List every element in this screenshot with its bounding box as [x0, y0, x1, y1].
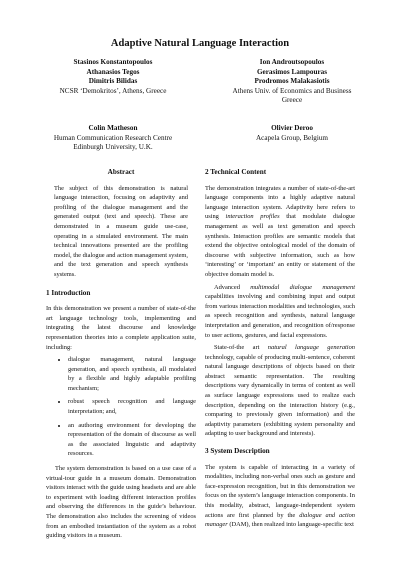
author-name: Ion Androutsopoulos: [259, 58, 325, 66]
section-heading-introduction: 1 Introduction: [46, 288, 91, 297]
right-column: [205, 168, 355, 533]
text-run: Advanced: [214, 283, 251, 291]
paper-title: Adaptive Natural Language Interaction: [110, 38, 290, 49]
author-name: Prodromos Malakasiotis: [254, 77, 330, 86]
text-run: technology, capable of producing multi-sentence, coherent natural language descriptions of objects based on their abstract semantic representation. The resulting descriptions vary dynamically in terms of content as well as surface language expressions used to realize each description, depending on the interaction history (e.g., comparing to previously given information) and the adaptivity parameters (exhibiting system personality and adapting to user background and interests).: [205, 353, 355, 438]
text-run: The demonstration integrates a number of state-of-the-art language components into a highly adaptive natural language interaction system. Adaptivity here refers to using: [205, 184, 355, 221]
emphasis-text: interaction profiles: [225, 213, 280, 221]
abstract-text: The subject of this demonstration is natural language interaction, focusing on adaptivity and profiling of the dialogue management and the generated output (text and speech). These are demonstrated in a museum guide use-case, operating in a simulated environment. The main technical innovations presented are the profiling model, the dialogue and action management system, and the text generation and speech synthesis systems.: [54, 184, 188, 278]
author-block-left-2: [28, 124, 198, 153]
list-item: • dialogue management, natural language generation, and speech synthesis, all modulated by a flexible and highly adaptable profiling mechanism;: [68, 355, 196, 393]
author-name: Colin Matheson: [88, 124, 138, 132]
author-name: Gerasimos Lampouras: [256, 67, 328, 76]
list-item: • robust speech recognition and language interpretation; and,: [68, 397, 196, 416]
text-run: that modulate dialogue management as well as text generation and speech synthesis. Interaction profiles are semantic models that extend the objective ontological model of the domain of discourse with subjective information, such as how ‘interesting’ or ‘important’ an entity or statement of the objective domain model is.: [205, 213, 356, 278]
intro-paragraph: In this demonstration we present a number of state-of-the art language technology tools, implementing and integrating the latest discourse and knowledge representation theories into a complete application suite, including:: [46, 305, 196, 351]
sysdesc-paragraph: [205, 463, 355, 530]
section-heading-technical-content: 2 Technical Content: [205, 168, 267, 176]
author-affiliation: Edinburgh University, U.K.: [73, 143, 153, 152]
left-column: [46, 168, 196, 544]
section-heading-system-description: 3 System Description: [205, 447, 270, 456]
author-affiliation: NCSR ‘Demokritos’, Athens, Greece: [59, 86, 167, 95]
author-name: Dimitris Bilidas: [88, 77, 138, 86]
author-name: Olivier Deroo: [271, 124, 313, 132]
author-name: Stasinos Konstantopoulos: [73, 58, 153, 66]
author-affiliation: Athens Univ. of Economics and Business: [232, 86, 352, 95]
text-run: (DAM), then realized into language-specific text: [227, 521, 354, 529]
author-affiliation: Acapela Group, Belgium: [255, 133, 329, 142]
author-name: Athanasios Tegos: [86, 67, 140, 76]
tech-paragraph-1: [205, 184, 355, 280]
emphasis-text: multimodal dialogue management: [250, 283, 355, 291]
emphasis-text: dialogue and action manager: [205, 511, 355, 529]
tech-paragraph-3: [205, 343, 355, 439]
author-affiliation: Human Communication Research Centre: [53, 133, 173, 142]
author-affiliation: Greece: [281, 96, 303, 105]
intro-paragraph-2: The system demonstration is based on a use case of a virtual-tour guide in a museum domain. Demonstration visitors interact with the guide using headsets and are able to experiment with loading different interaction profiles and observing the differences in the guide’s behaviour. The demonstration also includes the screening of videos from an embodied instantiation of the system as a robot guiding visitors in a museum.: [46, 465, 196, 540]
text-run: State-of-the art: [214, 344, 268, 352]
abstract-heading: Abstract: [107, 168, 135, 176]
list-item: • an authoring environment for developing the representation of the domain of discourse as well as the associated linguistic and adaptivity resources.: [68, 421, 196, 459]
emphasis-text: natural language generation: [267, 344, 355, 352]
author-block-right-2: [202, 124, 382, 143]
tech-paragraph-2: [205, 283, 355, 341]
text-run: capabilities involving and combining input and output from various interaction modalities and technologies, such as speech recognition and synthesis, natural language interpretation and generation, and recognition of/response to user actions, gestures, and facial expressions.: [205, 293, 355, 339]
feature-list: [46, 355, 196, 459]
author-block-left: [28, 58, 198, 96]
text-run: The system is capable of interacting in a variety of modalities, including non-verbal ones such as gesture and face-expression recognition, but in this demonstration we focus on the system’s language interaction components. In this modality, abstract, language-independent system actions are first planned by the: [205, 463, 355, 519]
author-block-right: [202, 58, 382, 106]
